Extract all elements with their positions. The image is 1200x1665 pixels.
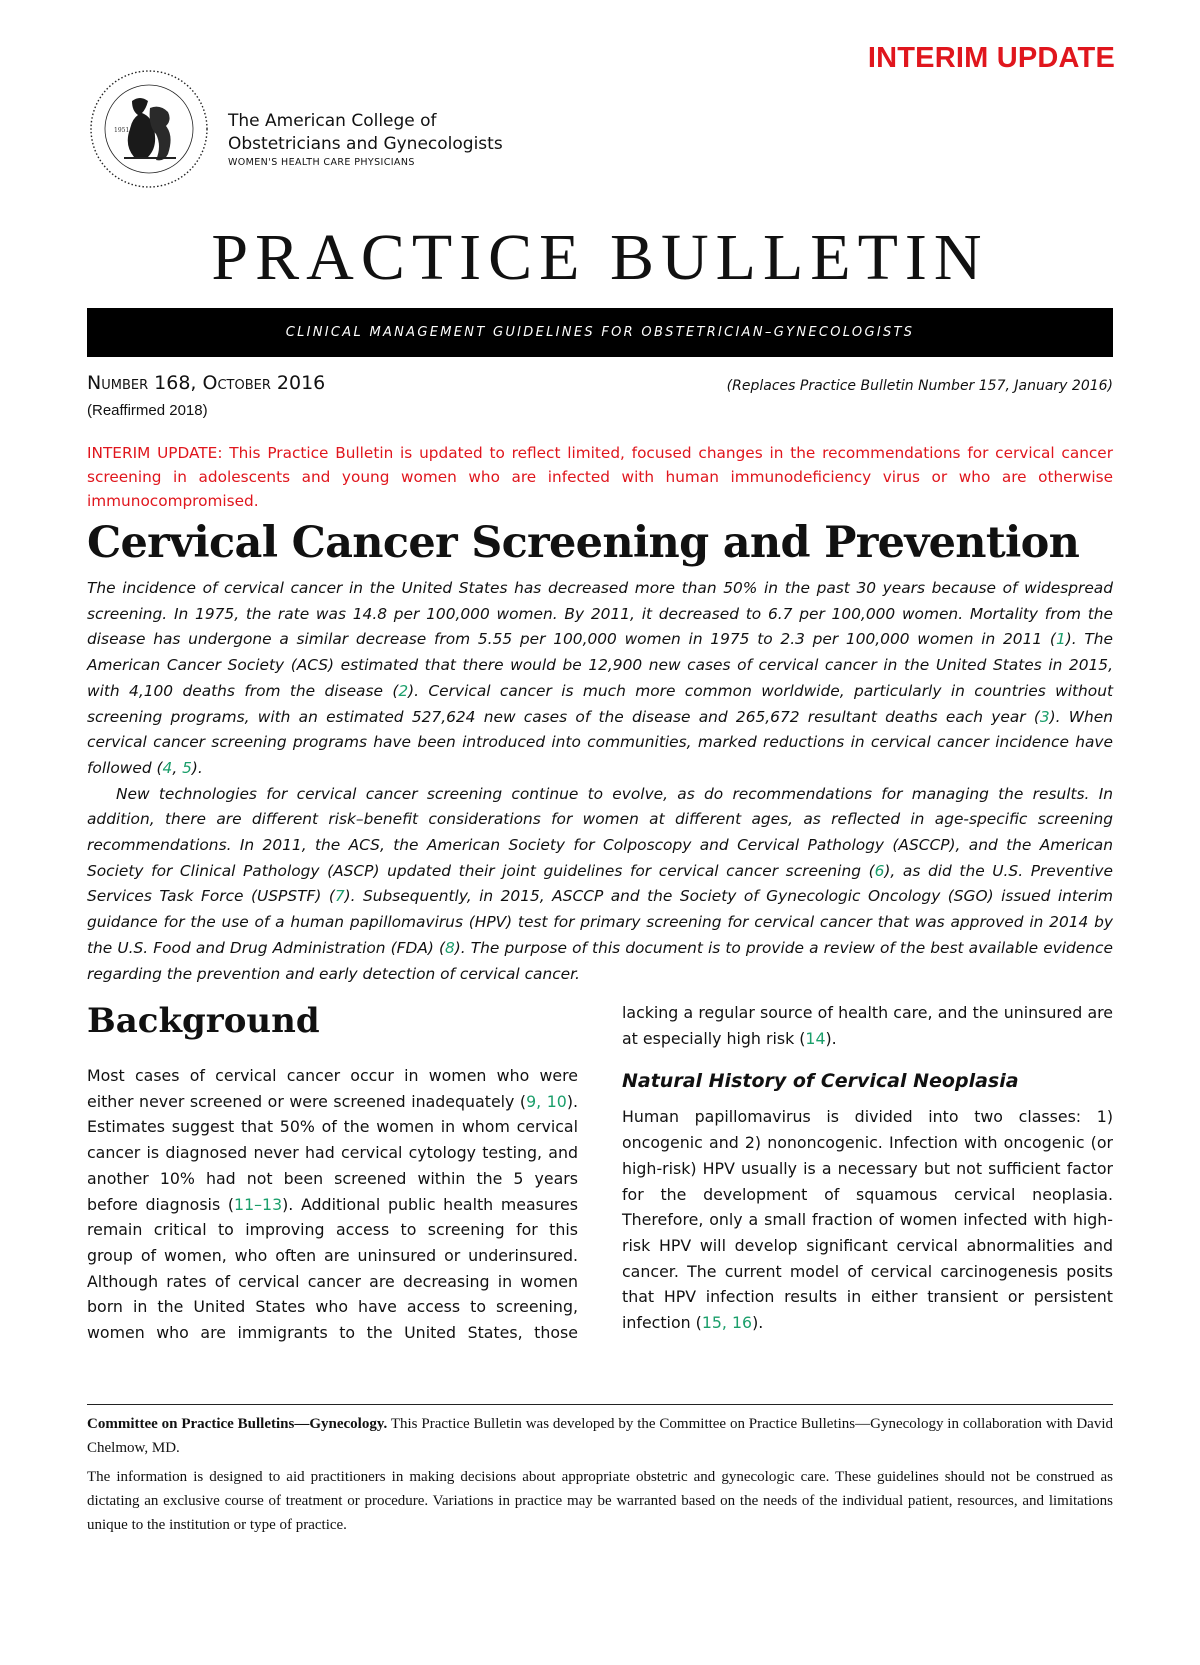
natural-history-paragraph: Human papillomavirus is divided into two classes: 1) oncogenic and 2) nononcogenic. Infection with oncogenic (or high-risk) HPV usually is a necessary but not sufficient factor for the development of squamous cervical neoplasia. Therefore, only a small fraction of women infected with high-risk HPV will develop significant cervical abnormalities and cancer. The current model of cervical carcinogenesis posits that HPV infection results in either transient or persistent infection (15, 16).: [622, 1107, 1113, 1333]
masthead-title: PRACTICE BULLETIN: [211, 221, 989, 294]
reference-link-14[interactable]: 14: [805, 1028, 826, 1048]
replaces-note: (Replaces Practice Bulletin Number 157, January 2016): [726, 378, 1113, 394]
disclaimer-note: The information is designed to aid practitioners in making decisions about appropriate obstetric and gynecologic care. These guidelines should not be construed as dictating an exclusive course of treatment or procedure. Variations in practice may be warranted based on the needs of the individual patient, resources, and limitations unique to the institution or type of practice.: [87, 1469, 1113, 1533]
reference-link-9-10[interactable]: 9, 10: [526, 1091, 567, 1111]
intro-paragraph-1: The incidence of cervical cancer in the United States has decreased more than 50% in the past 30 years because of widespread screening. In 1975, the rate was 14.8 per 100,000 women. By 2011, it decreased to 6.7 per 100,000 women. Mortality from the disease has undergone a similar decrease from 5.55 per 100,000 women in 1975 to 2.3 per 100,000 women in 2011 (1). The American Cancer Society (ACS) estimated that there would be 12,900 new cases of cervical cancer in the United States in 2015, with 4,100 deaths from the disease (2). Cervical cancer is much more common worldwide, particularly in countries without screening programs, with an estimated 527,624 new cases of the disease and 265,672 resultant deaths each year (3). When cervical cancer screening programs have been introduced into communities, marked reductions in cervical cancer incidence have followed (4, 5).: [87, 579, 1113, 777]
reference-link-4[interactable]: 4: [162, 758, 173, 777]
acog-seal-icon: [88, 68, 210, 190]
org-name-line-1: The American College of: [228, 111, 437, 131]
body-two-column-flow: [87, 1000, 1113, 1390]
reference-link-6[interactable]: 6: [874, 861, 885, 880]
footer-divider: [87, 1404, 1113, 1405]
org-name-line-2: Obstetricians and Gynecologists: [228, 134, 503, 154]
reference-link-1[interactable]: 1: [1055, 630, 1066, 649]
background-paragraph: Most cases of cervical cancer occur in women who were either never screened or were screened inadequately (9, 10). Estimates suggest that 50% of the women in whom cervical cancer is diagnosed never had cervical cytology testing, and another 10% had not been screened within the 5 years before diagnosis (11–13). Additional public health measures remain critical to improving access to screening for this group of women, who often are uninsured or underinsured. Although rates of cervical cancer are decreasing in women born in the United States who have access to screening, women who are immigrants to the United States, those lacking a regular source of health care, and the uninsured are at especially high risk (14).: [87, 1003, 1113, 1343]
reference-link-15-16[interactable]: 15, 16: [701, 1313, 753, 1333]
reaffirmed-note: (Reaffirmed 2018): [87, 402, 208, 419]
reference-link-11-13[interactable]: 11–13: [234, 1194, 283, 1214]
banner-text: CLINICAL MANAGEMENT GUIDELINES FOR OBSTETRICIAN–GYNECOLOGISTS: [285, 325, 915, 340]
background-heading: Background: [87, 1001, 320, 1041]
organization-name-block: [228, 110, 503, 168]
issue-number: Number 168, October 2016: [87, 372, 326, 394]
intro-paragraph-2: New technologies for cervical cancer screening continue to evolve, as do recommendations for managing the results. In addition, there are different risk–benefit considerations for women at different ages, as reflected in age-specific screening recommendations. In 2011, the ACS, the American Society for Colposcopy and Cervical Pathology (ASCCP), and the American Society for Clinical Pathology (ASCP) updated their joint guidelines for cervical cancer screening (6), as did the U.S. Preventive Services Task Force (USPSTF) (7). Subsequently, in 2015, ASCCP and the Society of Gynecologic Oncology (SGO) issued interim guidance for the use of a human papillomavirus (HPV) test for primary screening for cervical cancer that was approved in 2014 by the U.S. Food and Drug Administration (FDA) (8). The purpose of this document is to provide a review of the best available evidence regarding the prevention and early detection of cervical cancer.: [87, 784, 1113, 983]
reference-link-2[interactable]: 2: [398, 681, 409, 700]
reference-link-7[interactable]: 7: [334, 887, 345, 906]
reference-link-8[interactable]: 8: [444, 938, 455, 957]
interim-update-tag: INTERIM UPDATE: [867, 42, 1115, 74]
reference-link-5[interactable]: 5: [182, 758, 192, 777]
reference-link-3[interactable]: 3: [1039, 707, 1050, 726]
natural-history-heading: Natural History of Cervical Neoplasia: [622, 1070, 1019, 1093]
intro-section: [87, 576, 1113, 987]
footer-notes: [87, 1412, 1113, 1542]
guidelines-banner: [87, 308, 1113, 357]
document-title: Cervical Cancer Screening and Prevention: [87, 518, 1080, 568]
org-tagline: WOMEN'S HEALTH CARE PHYSICIANS: [228, 157, 415, 168]
svg-text:1951: 1951: [114, 127, 130, 134]
interim-update-notice: INTERIM UPDATE: This Practice Bulletin is updated to reflect limited, focused changes in the recommendations for cervical cancer screening in adolescents and young women who are infected with human immunodeficiency virus or who are otherwise immunocompromised.: [87, 444, 1113, 510]
committee-note: Committee on Practice Bulletins—Gynecology. This Practice Bulletin was developed by the Committee on Practice Bulletins—Gynecology in collaboration with David Chelmow, MD.: [87, 1416, 1113, 1456]
